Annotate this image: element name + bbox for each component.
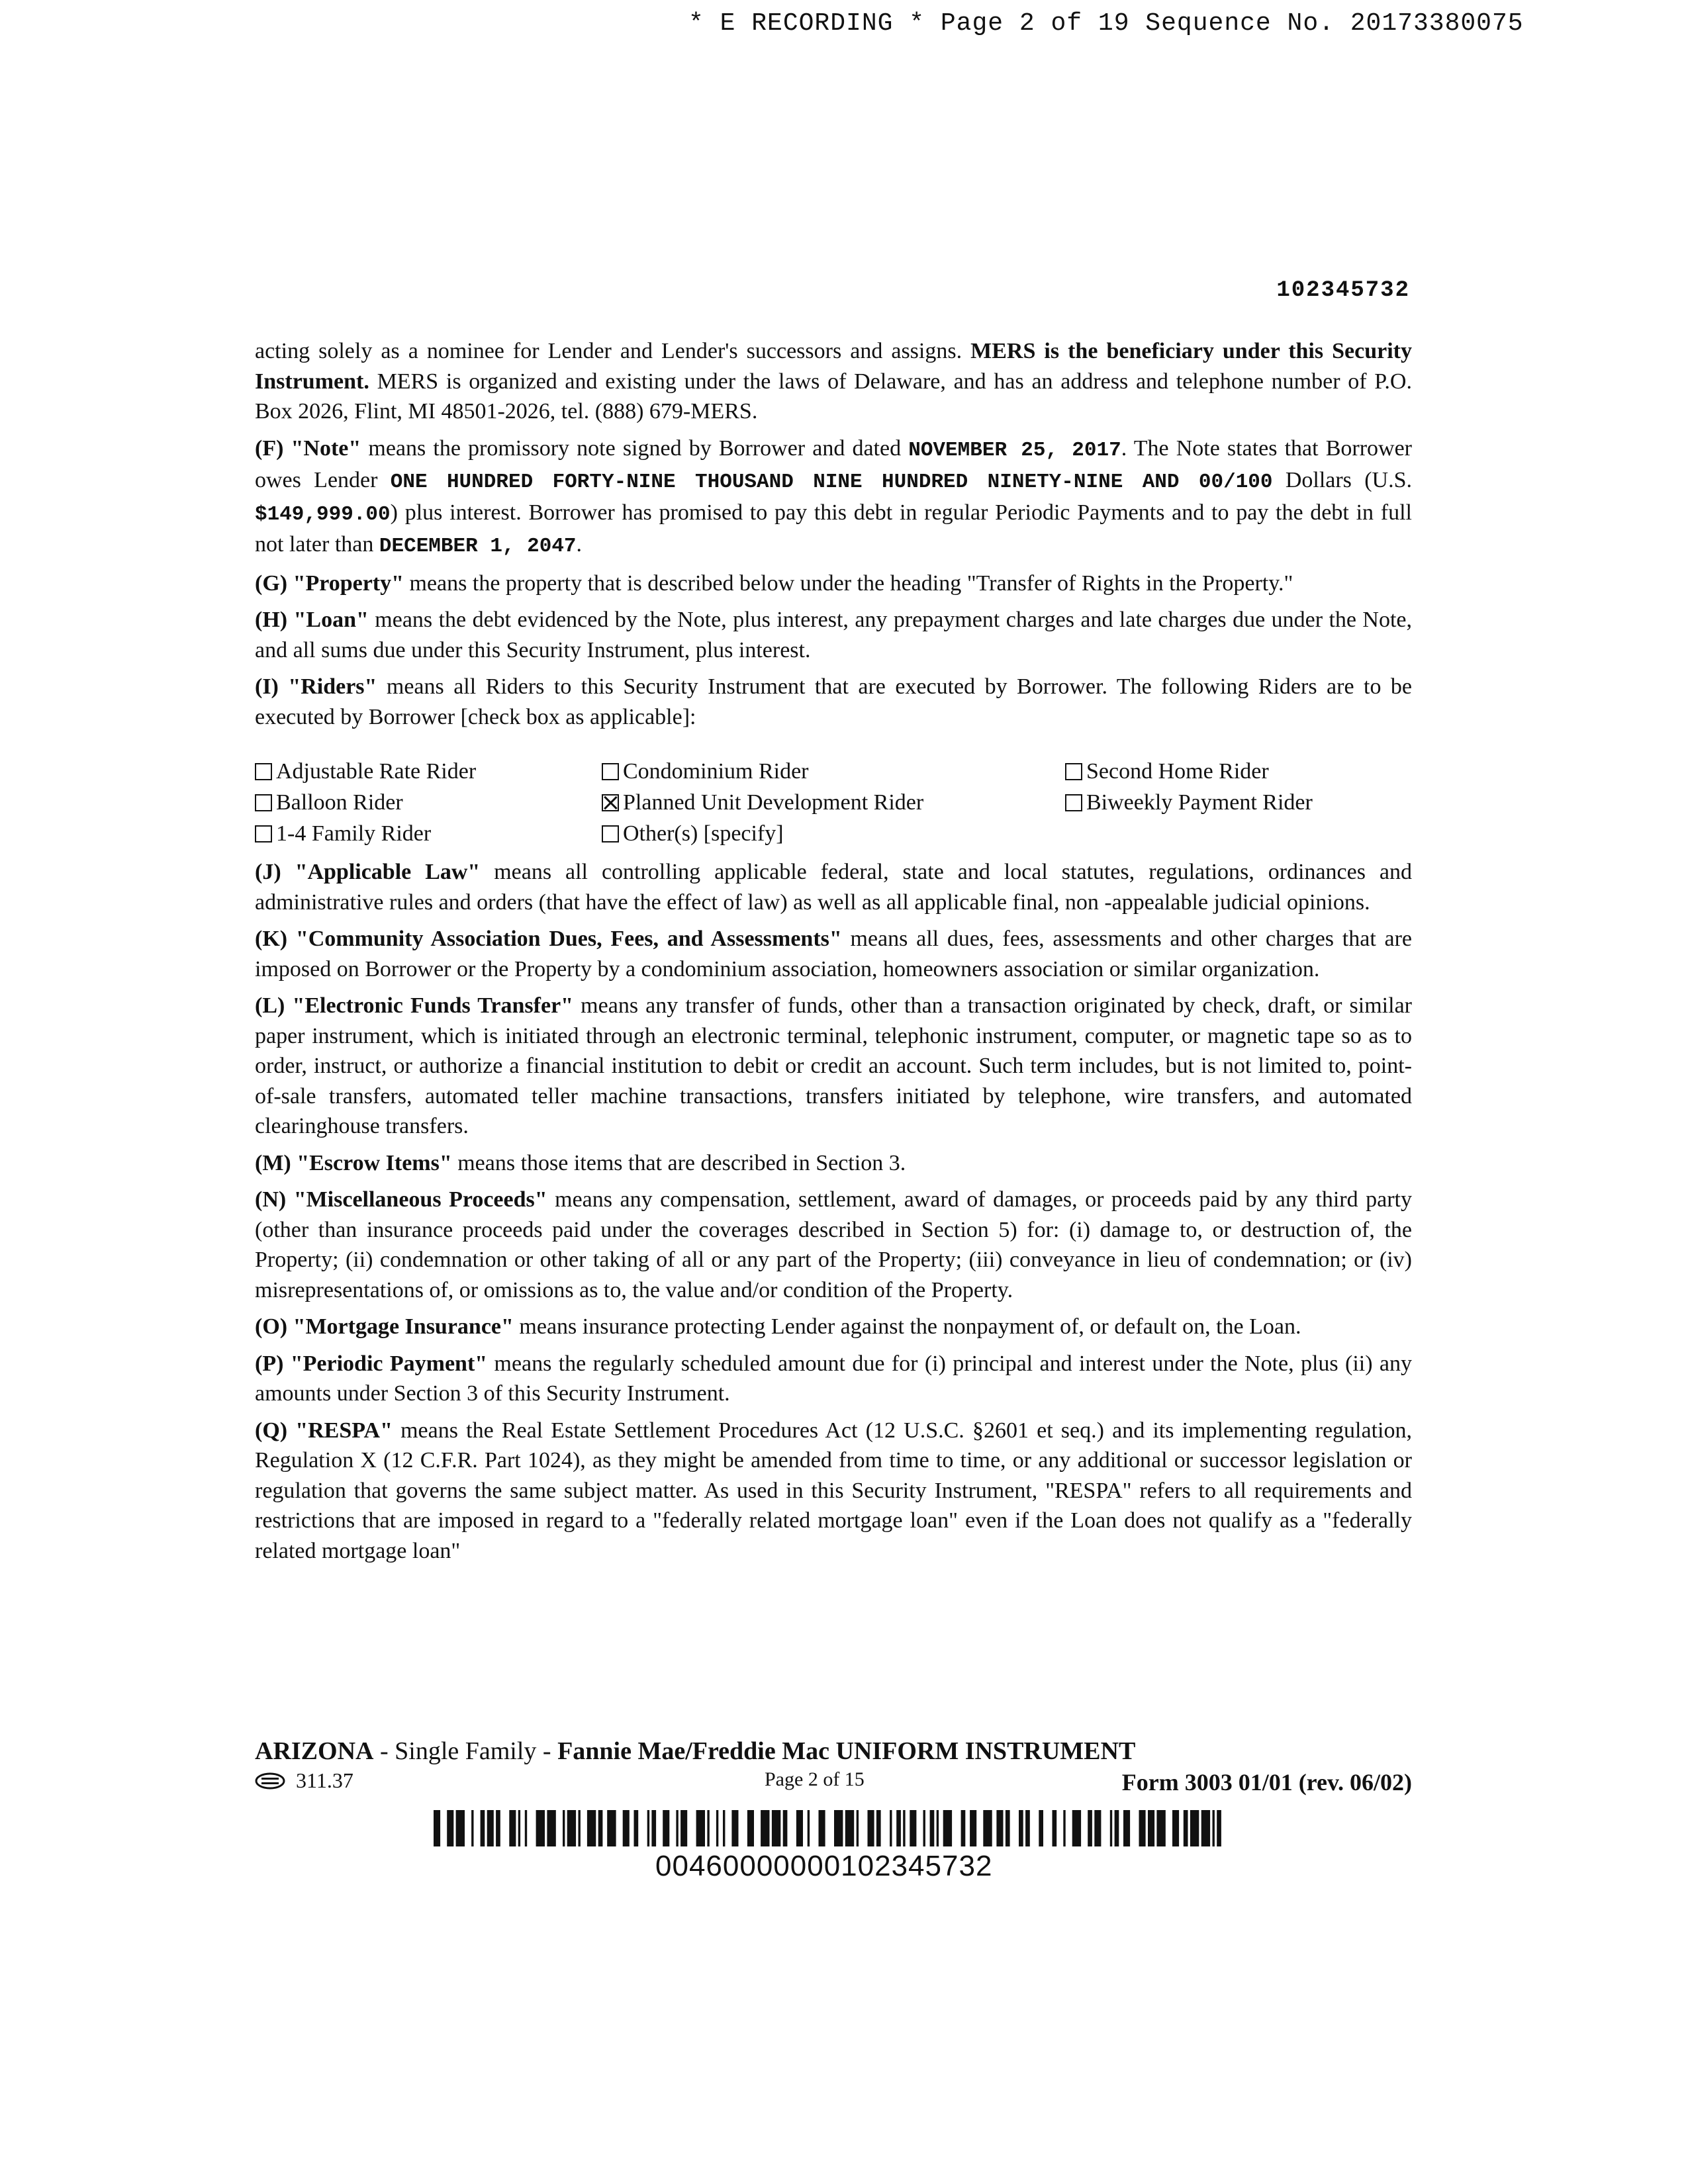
text-run: . The Note states that Borrower owes Lender <box>255 435 1412 492</box>
checkbox-icon <box>255 794 272 811</box>
barcode <box>434 1810 1235 1846</box>
barcode-bar <box>1123 1810 1130 1846</box>
barcode-bar <box>1025 1810 1030 1846</box>
barcode-bar <box>579 1810 581 1846</box>
barcode-bar <box>761 1810 769 1846</box>
text-run: (H) "Loan" <box>255 608 369 632</box>
text-run: (O) "Mortgage Insurance" <box>255 1314 514 1339</box>
barcode-bar <box>716 1810 718 1846</box>
text-run: means the promissory note signed by Borrower and dated <box>361 435 909 461</box>
barcode-bar <box>943 1810 952 1846</box>
paragraph-property <box>255 569 1412 599</box>
barcode-bar <box>1088 1810 1092 1846</box>
barcode-bar <box>1039 1810 1043 1846</box>
barcode-bar <box>961 1810 966 1846</box>
text-run: means any compensation, settlement, award of damages, or proceeds paid by any third party (other than insurance proceeds paid under the coverages described in Section 5) for: (i) damage to, or destruction of, the Property; (ii) condemnation or other taking of all or any part of the Property; (iii) conveyance in lieu of condemnation; or (iv) misrepresentations of, or omissions as to, the value and/or condition of the Property. <box>255 1187 1412 1302</box>
paragraph-periodic-payment <box>255 1349 1412 1409</box>
checkbox-icon <box>255 825 272 842</box>
barcode-bar <box>663 1810 669 1846</box>
barcode-bar <box>518 1810 520 1846</box>
barcode-number: 00460000000102345732 <box>655 1850 993 1882</box>
footer-row <box>255 1768 1412 1797</box>
text-run: (G) "Property" <box>255 570 404 596</box>
text-run: (I) "Riders" <box>255 674 377 699</box>
barcode-bar <box>525 1810 527 1846</box>
barcode-bar <box>607 1810 616 1846</box>
barcode-bar <box>937 1810 939 1846</box>
text-run: ONE HUNDRED FORTY-NINE THOUSAND NINE HUNDRED NINETY-NINE AND 00/100 <box>390 471 1273 494</box>
text-run: Dollars (U.S. <box>1272 468 1412 492</box>
barcode-bar <box>890 1810 892 1846</box>
barcode-bar <box>1172 1810 1179 1846</box>
form-code: 311.37 <box>255 1768 353 1793</box>
checkbox-icon <box>1065 763 1082 780</box>
paragraph-community-dues <box>255 924 1412 984</box>
barcode-bar <box>796 1810 803 1846</box>
barcode-bar <box>1184 1810 1188 1846</box>
text-run: (L) "Electronic Funds Transfer" <box>255 993 574 1018</box>
text-run: means all dues, fees, assessments and other charges that are imposed on Borrower or the Property by a condominium association, homeowners association or similar organization. <box>255 927 1413 981</box>
text-run: (N) "Miscellaneous Proceeds" <box>255 1187 547 1212</box>
barcode-bar <box>1094 1810 1101 1846</box>
barcode-bar <box>680 1810 687 1846</box>
text-run: means insurance protecting Lender against the nonpayment of, or default on, the Loan. <box>513 1314 1301 1339</box>
text-run: (K) "Community Association Dues, Fees, and Assessments" <box>255 927 842 951</box>
text-run: means all Riders to this Security Instrument that are executed by Borrower. The following Riders are to be executed by Borrower [check box as applicable]: <box>255 674 1412 729</box>
barcode-bar <box>808 1810 810 1846</box>
barcode-bar <box>536 1810 545 1846</box>
form-number: Form 3003 01/01 (rev. 06/02) <box>1121 1769 1412 1796</box>
barcode-bar <box>1213 1810 1215 1846</box>
paragraph-note <box>255 433 1412 562</box>
barcode-bar <box>434 1810 440 1846</box>
document-body <box>255 336 1412 1572</box>
text-run: DECEMBER 1, 2047 <box>379 535 577 558</box>
paragraph-loan <box>255 605 1412 665</box>
rider-other[interactable]: Other(s) [specify] <box>602 818 1065 849</box>
text-run: means the Real Estate Settlement Procedures Act (12 U.S.C. §2601 et seq.) and its implementing regulation, Regulation X (12 C.F.R. Part 1024), as they might be amended from time to time, or any additional or successor legislation or regulation that governs the same subject matter. As used in this Security Instrument, "RESPA" refers to all requirements and restrictions that are imposed in regard to a "federally related mortgage loan" even if the Loan does not qualify as a "federally related mortgage loan" <box>255 1418 1412 1563</box>
barcode-bar <box>876 1810 881 1846</box>
checked-checkbox-icon <box>602 794 619 811</box>
loan-number: 102345732 <box>1276 278 1410 303</box>
text-run: means the property that is described below under the heading "Transfer of Rights in the Property." <box>404 570 1293 596</box>
barcode-bar <box>676 1810 678 1846</box>
barcode-bar <box>563 1810 565 1846</box>
barcode-bar <box>783 1810 788 1846</box>
text-run: means any transfer of funds, other than a transaction originated by check, draft, or similar paper instrument, which is initiated through an electronic terminal, telephonic instrument, computer, or magnetic tape so as to order, instruct, or authorize a financial institution to debit or credit an account. Such term includes, but is not limited to, point-of-sale transfers, automated teller machine transactions, transfers initiated by telephone, wire transfers, and automated clearinghouse transfers. <box>255 993 1412 1138</box>
barcode-bar <box>1139 1810 1146 1846</box>
barcode-bar <box>1201 1810 1210 1846</box>
barcode-bar <box>819 1810 825 1846</box>
text-run: MERS is organized and existing under the laws of Delaware, and has an address and telephone number of P.O. Box 2026, Flint, MI 48501-2026, tel. (888) 679-MERS. <box>255 369 1412 424</box>
barcode-bar <box>447 1810 453 1846</box>
barcode-bar <box>996 1810 1003 1846</box>
text-run: . <box>576 532 583 557</box>
barcode-bar <box>731 1810 738 1846</box>
barcode-bar <box>1148 1810 1154 1846</box>
barcode-bar <box>1190 1810 1199 1846</box>
page-number: Page 2 of 15 <box>765 1768 865 1790</box>
barcode-bar <box>496 1810 500 1846</box>
text-run: (J) "Applicable Law" <box>255 860 481 884</box>
barcode-bar <box>868 1810 874 1846</box>
barcode-bar <box>647 1810 649 1846</box>
checkbox-icon <box>602 763 619 780</box>
text-run: (Q) "RESPA" <box>255 1418 393 1443</box>
barcode-bar <box>623 1810 630 1846</box>
barcode-bar <box>471 1810 473 1846</box>
barcode-bar <box>1156 1810 1165 1846</box>
barcode-bar <box>509 1810 516 1846</box>
logo-icon <box>255 1772 285 1790</box>
barcode-bar <box>456 1810 465 1846</box>
barcode-bar <box>970 1810 976 1846</box>
text-run: $149,999.00 <box>255 502 391 526</box>
barcode-bar <box>1110 1810 1112 1846</box>
riders-checklist <box>255 756 1412 849</box>
barcode-bar <box>896 1810 901 1846</box>
barcode-bar <box>1115 1810 1119 1846</box>
barcode-bar <box>1006 1810 1010 1846</box>
barcode-bar <box>1053 1810 1057 1846</box>
barcode-bar <box>903 1810 905 1846</box>
barcode-bar <box>567 1810 576 1846</box>
text-run: acting solely as a nominee for Lender and Lender's successors and assigns. <box>255 339 971 363</box>
rider-balloon[interactable]: Balloon Rider <box>255 787 602 818</box>
recording-header: * E RECORDING * Page 2 of 19 Sequence No. 20173380075 <box>688 9 1524 38</box>
barcode-bar <box>598 1810 603 1846</box>
barcode-bar <box>1072 1810 1081 1846</box>
paragraph-riders <box>255 672 1412 732</box>
barcode-bar <box>723 1810 725 1846</box>
paragraph-misc-proceeds <box>255 1185 1412 1305</box>
barcode-bar <box>845 1810 854 1846</box>
barcode-bar <box>707 1810 709 1846</box>
rider-adjustable-rate[interactable]: Adjustable Rate Rider <box>255 756 602 787</box>
barcode-bar <box>1019 1810 1023 1846</box>
barcode-bar <box>547 1810 555 1846</box>
barcode-bar <box>747 1810 754 1846</box>
paragraph-respa <box>255 1416 1412 1567</box>
rider-condominium[interactable]: Condominium Rider <box>602 756 1065 787</box>
paragraph-electronic-funds <box>255 991 1412 1142</box>
text-run: means all controlling applicable federal, state and local statutes, regulations, ordinances and administrative rules and orders (that have the effect of law) as well as all applicable final, non -appealable judicial opinions. <box>255 860 1412 915</box>
text-run: (M) "Escrow Items" <box>255 1150 452 1175</box>
barcode-bar <box>923 1810 925 1846</box>
barcode-bar <box>834 1810 843 1846</box>
barcode-bar <box>587 1810 596 1846</box>
barcode-bar <box>1063 1810 1065 1846</box>
footer-instrument-title: ARIZONA - Single Family - Fannie Mae/Freddie Mac UNIFORM INSTRUMENT <box>255 1737 1136 1765</box>
barcode-bar <box>481 1810 485 1846</box>
barcode-bar <box>696 1810 705 1846</box>
barcode-bar <box>772 1810 780 1846</box>
rider-planned-unit-development[interactable]: Planned Unit Development Rider <box>602 787 1065 818</box>
barcode-bar <box>487 1810 494 1846</box>
text-run: MERS is the beneficiary under this Security Instrument. <box>255 339 1412 394</box>
text-run: means the debt evidenced by the Note, plus interest, any prepayment charges and late charges due under the Note, and all sums due under this Security Instrument, plus interest. <box>255 608 1413 662</box>
text-run: (F) "Note" <box>255 435 361 461</box>
barcode-bar <box>983 1810 992 1846</box>
paragraph-mers <box>255 336 1412 427</box>
barcode-bar <box>910 1810 916 1846</box>
barcode-bar <box>857 1810 859 1846</box>
text-run: (P) "Periodic Payment" <box>255 1351 488 1376</box>
rider-second-home[interactable]: Second Home Rider <box>1065 756 1412 787</box>
rider-biweekly-payment[interactable]: Biweekly Payment Rider <box>1065 787 1412 818</box>
paragraph-mortgage-insurance <box>255 1312 1412 1342</box>
barcode-bar <box>651 1810 656 1846</box>
text-run: means the regularly scheduled amount due for (i) principal and interest under the Note, plus (ii) any amounts under Section 3 of this Security Instrument. <box>255 1351 1413 1406</box>
text-run: means those items that are described in Section 3. <box>451 1150 906 1175</box>
paragraph-escrow-items <box>255 1148 1412 1179</box>
barcode-bar <box>634 1810 639 1846</box>
paragraph-applicable-law <box>255 857 1412 917</box>
rider-1-4-family[interactable]: 1-4 Family Rider <box>255 818 602 849</box>
text-run: ) plus interest. Borrower has promised to pay this debt in regular Periodic Payments and to pay the debt in full not later than <box>255 500 1412 557</box>
barcode-bar <box>930 1810 935 1846</box>
barcode-bar <box>1217 1810 1221 1846</box>
checkbox-icon <box>255 763 272 780</box>
checkbox-icon <box>602 825 619 842</box>
text-run: NOVEMBER 25, 2017 <box>908 438 1121 462</box>
checkbox-icon <box>1065 794 1082 811</box>
